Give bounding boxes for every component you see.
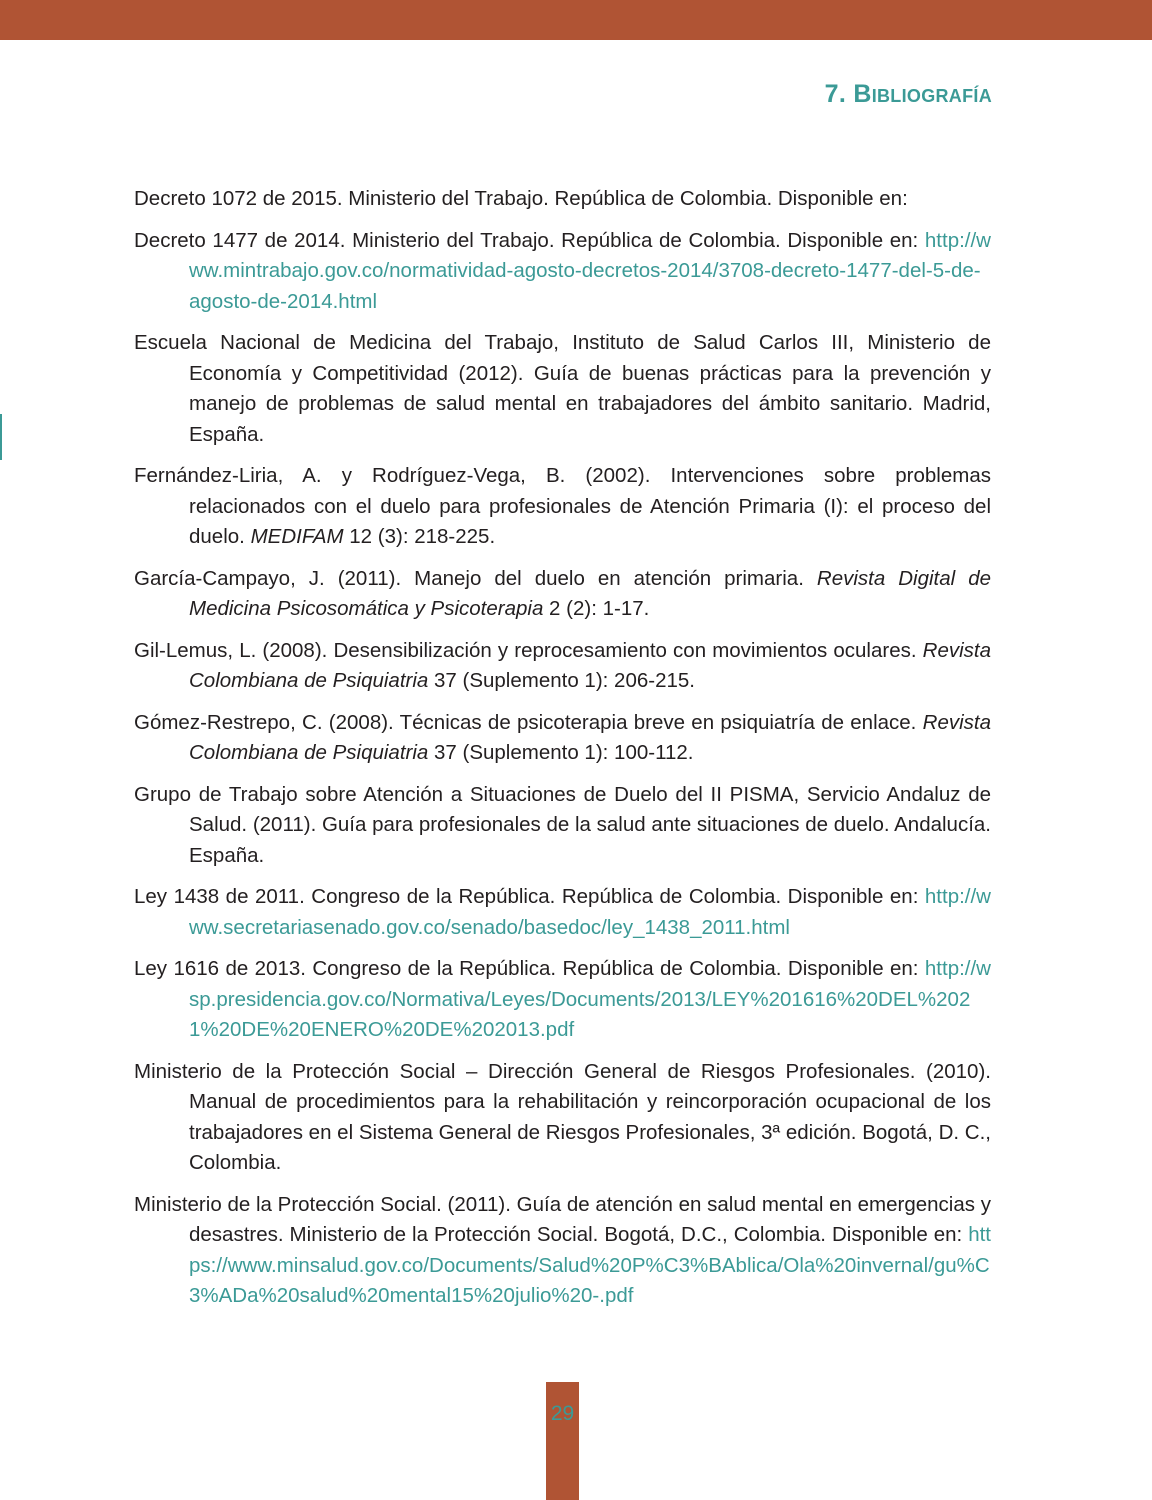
reference-item: [134, 636, 991, 697]
reference-item: [134, 184, 991, 215]
reference-link[interactable]: http://www.mintrabajo.gov.co/normatividad-agosto-decretos-2014/3708-decreto-1477-del-5-de-agosto-de-2014.html: [189, 228, 991, 313]
reference-text: García-Campayo, J. (2011). Manejo del duelo en atención primaria.: [134, 566, 817, 590]
reference-journal: Revista Colombiana de Psiquiatria: [189, 710, 991, 764]
reference-item: [134, 1190, 991, 1312]
reference-journal: MEDIFAM: [250, 525, 344, 548]
section-title: Bibliografía: [853, 80, 992, 108]
reference-text: Decreto 1072 de 2015. Ministerio del Trabajo. República de Colombia. Disponible en:: [134, 187, 908, 210]
page-number-tab: [546, 1382, 579, 1500]
reference-text: Ley 1616 de 2013. Congreso de la República. República de Colombia. Disponible en:: [134, 957, 925, 980]
side-edge-marker: [0, 414, 2, 460]
reference-link[interactable]: http://wsp.presidencia.gov.co/Normativa/Leyes/Documents/2013/LEY%201616%20DEL%2021%20DE%20ENERO%20DE%202013.pdf: [189, 957, 991, 1041]
section-number: 7.: [824, 80, 847, 108]
reference-text: Decreto 1477 de 2014. Ministerio del Trabajo. República de Colombia. Disponible en:: [134, 228, 925, 252]
reference-item: [134, 882, 991, 943]
reference-citation: 2 (2): 1-17.: [543, 597, 650, 620]
reference-item: [134, 564, 991, 625]
reference-citation: 37 (Suplemento 1): 100-112.: [428, 741, 694, 764]
reference-link[interactable]: http://www.secretariasenado.gov.co/senado/basedoc/ley_1438_2011.html: [189, 885, 991, 939]
reference-citation: 12 (3): 218-225.: [343, 525, 496, 548]
reference-list: [134, 184, 991, 1323]
reference-text: Fernández-Liria, A. y Rodríguez-Vega, B. (2002). Intervenciones sobre problemas relacionados con el duelo para profesionales de Atención Primaria (I): el proceso del duelo.: [134, 464, 991, 548]
reference-item: [134, 954, 991, 1046]
reference-journal: Revista Digital de Medicina Psicosomática y Psicoterapia: [189, 566, 991, 620]
section-heading: [825, 80, 992, 109]
reference-text: Grupo de Trabajo sobre Atención a Situaciones de Duelo del II PISMA, Servicio Andaluz de Salud. (2011). Guía para profesionales de la salud ante situaciones de duelo. Andalucía. España.: [134, 782, 991, 867]
reference-item: [134, 780, 991, 872]
reference-text: Gil-Lemus, L. (2008). Desensibilización y reprocesamiento con movimientos oculares.: [134, 638, 923, 662]
reference-item: [134, 1057, 991, 1179]
reference-text: Escuela Nacional de Medicina del Trabajo, Instituto de Salud Carlos III, Ministerio de Economía y Competitividad (2012). Guía de buenas prácticas para la prevención y manejo de problemas de salud mental en trabajadores del ámbito sanitario. Madrid, España.: [134, 331, 991, 446]
reference-item: [134, 708, 991, 769]
reference-text: Ley 1438 de 2011. Congreso de la República. República de Colombia. Disponible en:: [134, 885, 925, 908]
reference-text: Gómez-Restrepo, C. (2008). Técnicas de psicoterapia breve en psiquiatría de enlace.: [134, 710, 923, 734]
reference-text: Ministerio de la Protección Social – Dirección General de Riesgos Profesionales. (2010). Manual de procedimientos para la rehabilitación y reincorporación ocupacional de los trabajadores en el Sistema General de Riesgos Profesionales, 3ª edición. Bogotá, D. C., Colombia.: [134, 1059, 991, 1174]
reference-journal: Revista Colombiana de Psiquiatria: [189, 638, 991, 692]
reference-citation: 37 (Suplemento 1): 206-215.: [428, 669, 695, 692]
reference-item: [134, 226, 991, 318]
reference-item: [134, 461, 991, 553]
page-number: 29: [550, 1402, 575, 1425]
top-color-band: [0, 0, 1152, 40]
reference-item: [134, 328, 991, 450]
reference-text: Ministerio de la Protección Social. (2011). Guía de atención en salud mental en emergencias y desastres. Ministerio de la Protección Social. Bogotá, D.C., Colombia. Disponible en:: [134, 1192, 991, 1246]
reference-link[interactable]: https://www.minsalud.gov.co/Documents/Salud%20P%C3%BAblica/Ola%20invernal/gu%C3%ADa%20salud%20mental15%20julio%20-.pdf: [189, 1223, 991, 1307]
